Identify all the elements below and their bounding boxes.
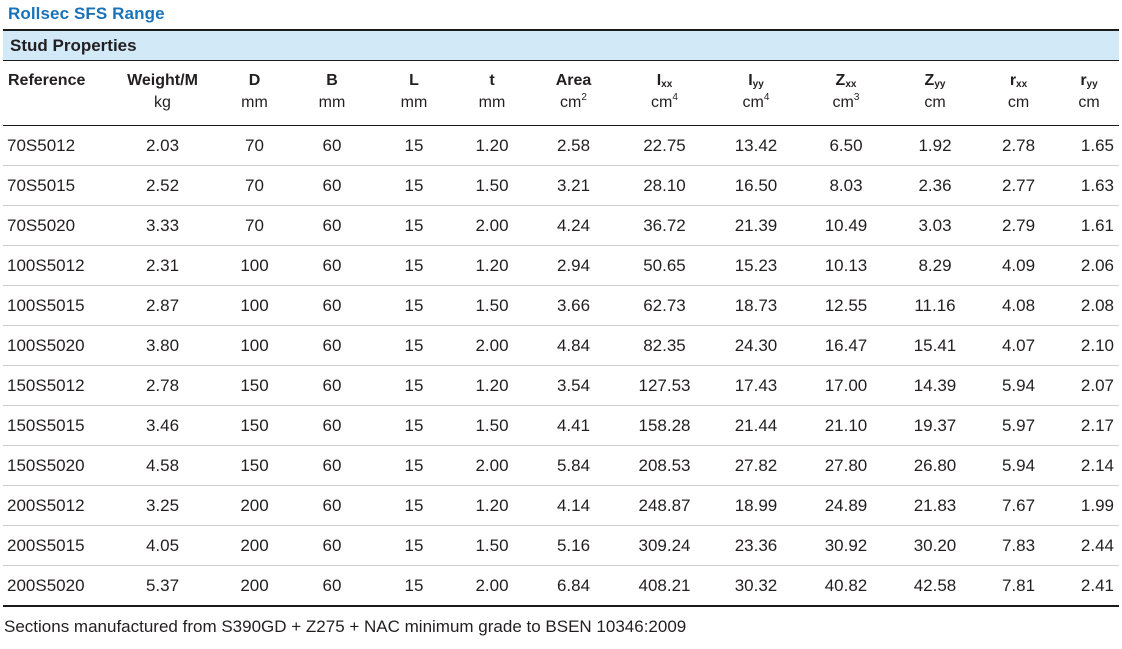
value-cell: 1.20 <box>454 486 530 526</box>
column-header-label: Z <box>924 72 935 89</box>
value-cell: 2.78 <box>978 126 1059 166</box>
table-row <box>3 326 1119 366</box>
reference-cell: 200S5012 <box>3 486 106 526</box>
value-cell: 1.20 <box>454 246 530 286</box>
reference-cell: 150S5015 <box>3 406 106 446</box>
value-cell: 2.58 <box>530 126 617 166</box>
value-cell: 2.31 <box>106 246 219 286</box>
column-unit-superscript: 3 <box>853 92 860 103</box>
column-header <box>712 61 800 126</box>
value-cell: 21.83 <box>892 486 978 526</box>
value-cell: 15 <box>374 486 454 526</box>
value-cell: 4.41 <box>530 406 617 446</box>
value-cell: 100 <box>219 246 290 286</box>
value-cell: 1.99 <box>1059 486 1119 526</box>
value-cell: 4.05 <box>106 526 219 566</box>
value-cell: 200 <box>219 486 290 526</box>
footnote: Sections manufactured from S390GD + Z275 + NAC minimum grade to BSEN 10346:2009 <box>4 617 687 636</box>
column-header-label: I <box>748 72 753 89</box>
column-unit-superscript: 4 <box>763 92 770 103</box>
value-cell: 82.35 <box>617 326 712 366</box>
column-header <box>800 61 892 126</box>
column-header <box>290 61 374 126</box>
value-cell: 5.16 <box>530 526 617 566</box>
value-cell: 17.00 <box>800 366 892 406</box>
value-cell: 60 <box>290 526 374 566</box>
column-unit-label: cm <box>1078 94 1100 111</box>
value-cell: 200 <box>219 566 290 607</box>
value-cell: 2.08 <box>1059 286 1119 326</box>
stud-properties-table <box>3 61 1119 607</box>
value-cell: 60 <box>290 326 374 366</box>
value-cell: 6.84 <box>530 566 617 607</box>
column-unit-label: mm <box>318 94 346 111</box>
reference-cell: 100S5015 <box>3 286 106 326</box>
value-cell: 5.94 <box>978 446 1059 486</box>
value-cell: 70 <box>219 126 290 166</box>
value-cell: 3.46 <box>106 406 219 446</box>
value-cell: 2.10 <box>1059 326 1119 366</box>
value-cell: 19.37 <box>892 406 978 446</box>
value-cell: 1.20 <box>454 126 530 166</box>
value-cell: 6.50 <box>800 126 892 166</box>
value-cell: 3.54 <box>530 366 617 406</box>
value-cell: 30.92 <box>800 526 892 566</box>
table-body <box>3 126 1119 607</box>
value-cell: 15 <box>374 446 454 486</box>
value-cell: 4.08 <box>978 286 1059 326</box>
value-cell: 16.47 <box>800 326 892 366</box>
value-cell: 150 <box>219 406 290 446</box>
reference-cell: 150S5020 <box>3 446 106 486</box>
column-unit-superscript: 4 <box>672 92 678 103</box>
column-unit <box>290 92 374 114</box>
table-row <box>3 206 1119 246</box>
table-row <box>3 126 1119 166</box>
value-cell: 2.78 <box>106 366 219 406</box>
table-row <box>3 526 1119 566</box>
value-cell: 26.80 <box>892 446 978 486</box>
column-unit-label: cm <box>924 94 946 111</box>
value-cell: 15 <box>374 206 454 246</box>
value-cell: 150 <box>219 366 290 406</box>
value-cell: 3.33 <box>106 206 219 246</box>
value-cell: 15 <box>374 366 454 406</box>
value-cell: 2.41 <box>1059 566 1119 607</box>
value-cell: 4.84 <box>530 326 617 366</box>
value-cell: 1.61 <box>1059 206 1119 246</box>
value-cell: 10.49 <box>800 206 892 246</box>
column-header-subscript: xx <box>845 79 857 90</box>
column-header <box>617 61 712 126</box>
document-title: Rollsec SFS Range <box>8 4 165 23</box>
table-header-row <box>3 61 1119 126</box>
value-cell: 27.82 <box>712 446 800 486</box>
column-header-label: r <box>1080 72 1087 89</box>
value-cell: 24.89 <box>800 486 892 526</box>
value-cell: 14.39 <box>892 366 978 406</box>
value-cell: 5.94 <box>978 366 1059 406</box>
value-cell: 7.67 <box>978 486 1059 526</box>
column-unit <box>712 92 800 114</box>
column-header <box>978 61 1059 126</box>
reference-cell: 200S5020 <box>3 566 106 607</box>
value-cell: 2.00 <box>454 566 530 607</box>
value-cell: 21.10 <box>800 406 892 446</box>
column-header-subscript: yy <box>752 79 764 90</box>
value-cell: 4.14 <box>530 486 617 526</box>
value-cell: 4.58 <box>106 446 219 486</box>
value-cell: 4.07 <box>978 326 1059 366</box>
value-cell: 2.06 <box>1059 246 1119 286</box>
column-unit <box>374 92 454 114</box>
value-cell: 2.17 <box>1059 406 1119 446</box>
table-row <box>3 566 1119 607</box>
column-header-label: Weight/M <box>127 72 198 89</box>
value-cell: 5.84 <box>530 446 617 486</box>
value-cell: 50.65 <box>617 246 712 286</box>
value-cell: 60 <box>290 246 374 286</box>
value-cell: 22.75 <box>617 126 712 166</box>
value-cell: 2.52 <box>106 166 219 206</box>
value-cell: 2.07 <box>1059 366 1119 406</box>
value-cell: 2.00 <box>454 206 530 246</box>
reference-cell: 200S5015 <box>3 526 106 566</box>
value-cell: 2.77 <box>978 166 1059 206</box>
value-cell: 15 <box>374 406 454 446</box>
reference-cell: 150S5012 <box>3 366 106 406</box>
value-cell: 2.36 <box>892 166 978 206</box>
value-cell: 309.24 <box>617 526 712 566</box>
value-cell: 60 <box>290 166 374 206</box>
column-header-subscript: xx <box>661 79 673 90</box>
value-cell: 3.21 <box>530 166 617 206</box>
value-cell: 1.50 <box>454 166 530 206</box>
section-header-bar <box>3 31 1119 60</box>
reference-cell: 100S5020 <box>3 326 106 366</box>
value-cell: 10.13 <box>800 246 892 286</box>
column-unit-label: cm <box>832 94 854 111</box>
column-unit-label: kg <box>154 94 171 111</box>
value-cell: 21.39 <box>712 206 800 246</box>
value-cell: 5.97 <box>978 406 1059 446</box>
value-cell: 3.25 <box>106 486 219 526</box>
column-unit <box>1059 92 1119 114</box>
column-header <box>106 61 219 126</box>
value-cell: 42.58 <box>892 566 978 607</box>
value-cell: 2.87 <box>106 286 219 326</box>
column-header-label: B <box>326 72 338 89</box>
column-unit <box>219 92 290 114</box>
value-cell: 5.37 <box>106 566 219 607</box>
value-cell: 28.10 <box>617 166 712 206</box>
value-cell: 60 <box>290 406 374 446</box>
column-unit <box>892 92 978 114</box>
value-cell: 40.82 <box>800 566 892 607</box>
column-unit-label: mm <box>400 94 428 111</box>
value-cell: 21.44 <box>712 406 800 446</box>
value-cell: 13.42 <box>712 126 800 166</box>
value-cell: 12.55 <box>800 286 892 326</box>
column-header <box>454 61 530 126</box>
column-unit-superscript: 2 <box>581 92 587 103</box>
table-row <box>3 486 1119 526</box>
value-cell: 60 <box>290 486 374 526</box>
reference-cell: 100S5012 <box>3 246 106 286</box>
section-title: Stud Properties <box>10 36 137 55</box>
value-cell: 60 <box>290 366 374 406</box>
reference-cell: 70S5012 <box>3 126 106 166</box>
column-unit <box>800 92 892 114</box>
column-header <box>219 61 290 126</box>
column-header-subscript: yy <box>934 79 946 90</box>
column-header <box>892 61 978 126</box>
table-row <box>3 166 1119 206</box>
column-unit-label: mm <box>241 94 268 111</box>
value-cell: 208.53 <box>617 446 712 486</box>
reference-cell: 70S5020 <box>3 206 106 246</box>
value-cell: 1.50 <box>454 286 530 326</box>
value-cell: 2.79 <box>978 206 1059 246</box>
column-header-label: Area <box>555 72 592 89</box>
value-cell: 30.32 <box>712 566 800 607</box>
column-header-subscript: yy <box>1086 79 1098 90</box>
value-cell: 11.16 <box>892 286 978 326</box>
column-header-subscript: xx <box>1016 79 1028 90</box>
column-unit <box>106 92 219 114</box>
value-cell: 7.81 <box>978 566 1059 607</box>
value-cell: 23.36 <box>712 526 800 566</box>
value-cell: 60 <box>290 206 374 246</box>
value-cell: 15 <box>374 326 454 366</box>
value-cell: 1.65 <box>1059 126 1119 166</box>
column-unit-label: mm <box>478 94 506 111</box>
value-cell: 15 <box>374 566 454 607</box>
value-cell: 200 <box>219 526 290 566</box>
column-header-label: t <box>489 72 495 89</box>
column-header <box>1059 61 1119 126</box>
value-cell: 70 <box>219 166 290 206</box>
value-cell: 17.43 <box>712 366 800 406</box>
value-cell: 18.73 <box>712 286 800 326</box>
value-cell: 3.03 <box>892 206 978 246</box>
value-cell: 248.87 <box>617 486 712 526</box>
table-row <box>3 286 1119 326</box>
value-cell: 15.23 <box>712 246 800 286</box>
value-cell: 100 <box>219 326 290 366</box>
value-cell: 150 <box>219 446 290 486</box>
value-cell: 15 <box>374 166 454 206</box>
value-cell: 27.80 <box>800 446 892 486</box>
column-unit-label: cm <box>560 94 582 111</box>
value-cell: 15 <box>374 286 454 326</box>
column-header <box>3 61 106 126</box>
column-header-label: L <box>409 72 419 89</box>
value-cell: 15 <box>374 126 454 166</box>
value-cell: 2.44 <box>1059 526 1119 566</box>
value-cell: 2.94 <box>530 246 617 286</box>
value-cell: 60 <box>290 566 374 607</box>
value-cell: 3.80 <box>106 326 219 366</box>
value-cell: 24.30 <box>712 326 800 366</box>
value-cell: 15 <box>374 246 454 286</box>
column-header-label: r <box>1009 72 1017 89</box>
value-cell: 36.72 <box>617 206 712 246</box>
column-unit <box>530 92 617 114</box>
column-unit-label: cm <box>742 94 764 111</box>
value-cell: 100 <box>219 286 290 326</box>
column-header-label: I <box>656 72 662 89</box>
value-cell: 2.03 <box>106 126 219 166</box>
value-cell: 8.03 <box>800 166 892 206</box>
value-cell: 3.66 <box>530 286 617 326</box>
table-row <box>3 406 1119 446</box>
column-unit <box>454 92 530 114</box>
value-cell: 30.20 <box>892 526 978 566</box>
value-cell: 4.09 <box>978 246 1059 286</box>
table-row <box>3 246 1119 286</box>
column-unit <box>978 92 1059 114</box>
column-unit <box>617 92 712 114</box>
column-unit-label: cm <box>1007 94 1030 111</box>
value-cell: 15.41 <box>892 326 978 366</box>
reference-cell: 70S5015 <box>3 166 106 206</box>
column-header-label: Z <box>835 72 846 89</box>
value-cell: 7.83 <box>978 526 1059 566</box>
value-cell: 1.92 <box>892 126 978 166</box>
value-cell: 18.99 <box>712 486 800 526</box>
value-cell: 8.29 <box>892 246 978 286</box>
value-cell: 408.21 <box>617 566 712 607</box>
value-cell: 62.73 <box>617 286 712 326</box>
column-header-label: D <box>248 72 261 89</box>
value-cell: 15 <box>374 526 454 566</box>
value-cell: 60 <box>290 286 374 326</box>
value-cell: 2.00 <box>454 326 530 366</box>
column-unit-label: cm <box>651 94 673 111</box>
value-cell: 60 <box>290 126 374 166</box>
column-header-label: Reference <box>8 72 86 89</box>
value-cell: 2.14 <box>1059 446 1119 486</box>
value-cell: 4.24 <box>530 206 617 246</box>
value-cell: 1.63 <box>1059 166 1119 206</box>
value-cell: 2.00 <box>454 446 530 486</box>
value-cell: 1.20 <box>454 366 530 406</box>
value-cell: 127.53 <box>617 366 712 406</box>
value-cell: 1.50 <box>454 406 530 446</box>
value-cell: 158.28 <box>617 406 712 446</box>
column-header <box>374 61 454 126</box>
table-row <box>3 366 1119 406</box>
value-cell: 1.50 <box>454 526 530 566</box>
value-cell: 60 <box>290 446 374 486</box>
value-cell: 70 <box>219 206 290 246</box>
column-header <box>530 61 617 126</box>
value-cell: 16.50 <box>712 166 800 206</box>
table-row <box>3 446 1119 486</box>
